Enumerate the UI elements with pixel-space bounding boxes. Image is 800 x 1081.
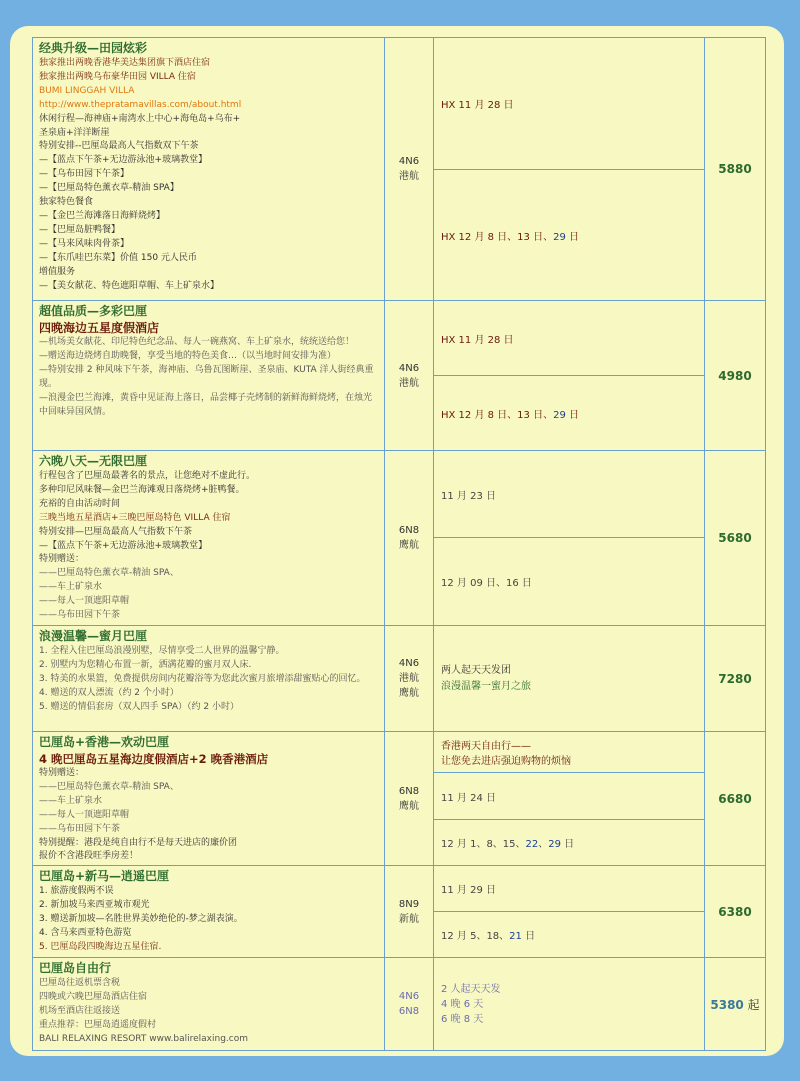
desc-line: ——每人一顶遮阳草帽	[39, 596, 130, 607]
package-title: 浪漫温馨—蜜月巴厘	[39, 629, 148, 643]
desc-line: 3. 特美的水果篮，免费提供房间内花瓣浴等为您此次蜜月旅增添甜蜜贴心的回忆。	[39, 673, 366, 684]
desc-line: —【蓝点下午茶+无边游泳池+玻璃教堂】	[39, 540, 208, 551]
desc-line: 机场至酒店往返接送	[39, 1005, 121, 1016]
price: 6380	[705, 866, 766, 958]
departure-date: 12 月 09 日、16 日	[441, 578, 532, 589]
desc-line: —【东爪哇巴东菜】价值 150 元人民币	[39, 252, 197, 263]
price-suffix: 起	[743, 997, 760, 1012]
duration-airline	[385, 301, 434, 451]
airline: 鹰航	[399, 540, 419, 551]
desc-line: 独家特色餐食	[39, 197, 94, 208]
desc-line: —【马来风味肉骨茶】	[39, 238, 130, 249]
duration: 4N6	[398, 991, 420, 1002]
desc-line: —【美女献花、特色遮阳草帽、车上矿泉水】	[39, 280, 220, 291]
package-description	[33, 958, 385, 1051]
table-row	[33, 958, 766, 1051]
package-title: 超值品质—多彩巴厘	[39, 304, 148, 318]
desc-line: 2. 别墅内为您精心布置一新，洒满花瓣的蜜月双人床.	[39, 659, 252, 670]
duration-airline	[385, 38, 434, 301]
desc-line: 巴厘岛往返机票含税	[39, 978, 121, 988]
desc-line: ——车上矿泉水	[39, 582, 103, 593]
desc-line: 5. 赠送的情侣套房（双人四手 SPA）（约 2 小时）	[39, 701, 239, 712]
desc-line: 特别赠送：	[39, 768, 85, 778]
package-description	[33, 451, 385, 626]
desc-line: ——巴厘岛特色薰衣草-精油 SPA、	[39, 568, 179, 579]
desc-line: 重点推荐：巴厘岛逍遥度假村	[39, 1019, 157, 1030]
desc-line: —特别安排 2 种风味下午茶，海神庙、乌鲁瓦图断崖、圣泉庙、KUTA 洋人街经典重现。	[39, 364, 374, 389]
desc-line: 报价不含港段旺季房差！	[39, 851, 139, 862]
duration-airline	[385, 732, 434, 866]
desc-line: BUMI LINGGAH VILLA	[39, 85, 135, 96]
departure-note: 两人起天天发团	[441, 664, 511, 676]
duration-airline	[385, 626, 434, 732]
desc-line: —机场美女献花、印尼特色纪念品、每人一碗燕窝、车上矿泉水，统统送给您！	[39, 337, 355, 347]
duration-airline	[385, 451, 434, 626]
departure-note: 让您免去进店强迫购物的烦恼	[441, 756, 571, 767]
price: 5680	[705, 451, 766, 626]
package-description	[33, 732, 385, 866]
price	[705, 958, 766, 1051]
price-value: 5380	[710, 997, 744, 1012]
desc-line: —【蓝点下午茶+无边游泳池+玻璃教堂】	[39, 155, 208, 166]
duration-airline	[385, 958, 434, 1051]
desc-line: 2. 新加坡马来西亚城市观光	[39, 899, 150, 910]
desc-line: ——车上矿泉水	[39, 795, 103, 806]
desc-line: ——乌布田园下午茶	[39, 610, 121, 621]
desc-line: —【巴厘岛脏鸭餐】	[39, 224, 121, 235]
website-link[interactable]: BALI RELAXING RESORT www.balirelaxing.com	[39, 1033, 248, 1044]
website-link[interactable]: http://www.thepratamavillas.com/about.html	[39, 99, 242, 110]
desc-line: 5. 巴厘岛段四晚海边五星住宿.	[39, 941, 162, 952]
desc-line: ——乌布田园下午茶	[39, 823, 121, 834]
package-title: 巴厘岛+新马—逍遥巴厘	[39, 869, 170, 883]
table-row	[33, 301, 766, 451]
desc-line: —【乌布田园下午茶】	[39, 169, 130, 180]
desc-line: 行程包含了巴厘岛最著名的景点，让您绝对不虚此行。	[39, 471, 256, 481]
departure-note: 4 晚 6 天	[441, 998, 484, 1010]
departure-date: 12 月 5、18、21 日	[441, 931, 536, 942]
table-row	[33, 866, 766, 958]
desc-line: —浪漫金巴兰海滩，黄昏中见证海上落日，品尝椰子壳烤制的新鲜海鲜烧烤，在烛光中回味异国风情。	[39, 392, 373, 417]
price: 5880	[705, 38, 766, 301]
duration: 6N8	[398, 785, 420, 797]
price: 7280	[705, 626, 766, 732]
package-description	[33, 38, 385, 301]
departure-dates	[434, 38, 705, 301]
departure-note: 2 人起天天发	[441, 983, 501, 995]
airline: 鹰航	[399, 800, 419, 812]
desc-line: 3. 赠送新加坡—名胜世界美妙绝伦的-梦之湖表演。	[39, 913, 243, 924]
duration: 4N6	[398, 658, 420, 669]
departure-dates	[434, 732, 705, 866]
table-row	[33, 38, 766, 301]
package-title: 经典升级—田园炫彩	[39, 41, 148, 55]
departure-dates	[434, 301, 705, 451]
package-title: 巴厘岛自由行	[39, 961, 112, 975]
desc-line: 4. 含马来西亚特色游览	[39, 927, 132, 938]
table-row	[33, 451, 766, 626]
desc-line: ——巴厘岛特色薰衣草-精油 SPA、	[39, 781, 179, 792]
departure-note: 6 晚 8 天	[441, 1013, 484, 1025]
departure-date: 11 月 24 日	[441, 792, 496, 804]
package-subtitle: 4 晚巴厘岛五星海边度假酒店+2 晚香港酒店	[39, 752, 269, 766]
departure-date: HX 11 月 28 日	[441, 334, 514, 346]
package-subtitle: 四晚海边五星度假酒店	[39, 321, 160, 335]
desc-line: 多种印尼风味餐—金巴兰海滩观日落烧烤+脏鸭餐。	[39, 484, 245, 495]
airline: 港航	[399, 171, 419, 182]
package-description	[33, 301, 385, 451]
departure-dates	[434, 958, 705, 1051]
desc-line: 特别安排--巴厘岛最高人气指数双下午茶	[39, 141, 199, 152]
desc-line: ——每人一顶遮阳草帽	[39, 809, 130, 820]
table-row	[33, 732, 766, 866]
desc-line: 四晚或六晚巴厘岛酒店住宿	[39, 991, 148, 1002]
duration: 8N9	[398, 898, 420, 910]
desc-line: 特别提醒：港段是纯自由行不是每天进店的廉价团	[39, 837, 238, 848]
price: 4980	[705, 301, 766, 451]
duration: 4N6	[398, 156, 420, 167]
package-description	[33, 866, 385, 958]
duration: 6N8	[398, 1006, 420, 1017]
desc-line: 1. 旅游度假两不误	[39, 886, 114, 896]
departure-date: HX 11 月 28 日	[441, 100, 514, 111]
departure-note: 浪漫温馨一蜜月之旅	[441, 680, 531, 692]
desc-line: 4. 赠送的双人漂流（约 2 个小时）	[39, 687, 179, 698]
departure-date: 11 月 23 日	[441, 490, 496, 502]
desc-line: —赠送海边烧烤自助晚餐，享受当地的特色美食…（以当地时间安排为准）	[39, 350, 337, 361]
desc-line: —【金巴兰海滩落日海鲜烧烤】	[39, 210, 166, 221]
desc-line: 圣泉庙+洋洋断崖	[39, 127, 110, 138]
airline: 港航	[399, 673, 419, 684]
duration-airline	[385, 866, 434, 958]
departure-dates	[434, 866, 705, 958]
price: 6680	[705, 732, 766, 866]
departure-note: 香港两天自由行——	[441, 741, 531, 752]
desc-line: 特别赠送：	[39, 554, 85, 565]
departure-dates	[434, 451, 705, 626]
package-title: 六晚八天—无限巴厘	[39, 454, 148, 468]
duration: 4N6	[398, 362, 420, 374]
desc-line: 独家推出两晚香港华美达集团旗下酒店住宿	[39, 58, 211, 68]
airline: 港航	[399, 377, 419, 389]
desc-line: 特别安排—巴厘岛最高人气指数下午茶	[39, 526, 193, 537]
package-description	[33, 626, 385, 732]
desc-line: 独家推出两晚乌布豪华田园 VILLA 住宿	[39, 71, 196, 82]
package-title: 巴厘岛+香港—欢动巴厘	[39, 735, 170, 749]
package-table	[32, 37, 766, 1051]
departure-date: 12 月 1、8、15、22、29 日	[441, 839, 575, 850]
desc-line: 1. 全程入住巴厘岛浪漫别墅，尽情享受二人世界的温馨宁静。	[39, 646, 285, 656]
duration: 6N8	[398, 525, 420, 536]
departure-dates	[434, 626, 705, 732]
desc-line: 增值服务	[39, 266, 76, 277]
table-row	[33, 626, 766, 732]
desc-line: 三晚当地五星酒店+三晚巴厘岛特色 VILLA 住宿	[39, 512, 231, 523]
desc-line: —【巴厘岛特色薰衣草-精油 SPA】	[39, 183, 179, 194]
desc-line: 充裕的自由活动时间	[39, 498, 121, 509]
departure-date: HX 12 月 8 日、13 日、29 日	[441, 409, 579, 421]
departure-date: HX 12 月 8 日、13 日、29 日	[441, 231, 579, 243]
departure-date: 11 月 29 日	[441, 885, 496, 896]
airline: 鹰航	[399, 688, 419, 699]
airline: 新航	[399, 913, 419, 925]
desc-line: 休闲行程—海神庙+南湾水上中心+海龟岛+乌布+	[39, 113, 241, 124]
